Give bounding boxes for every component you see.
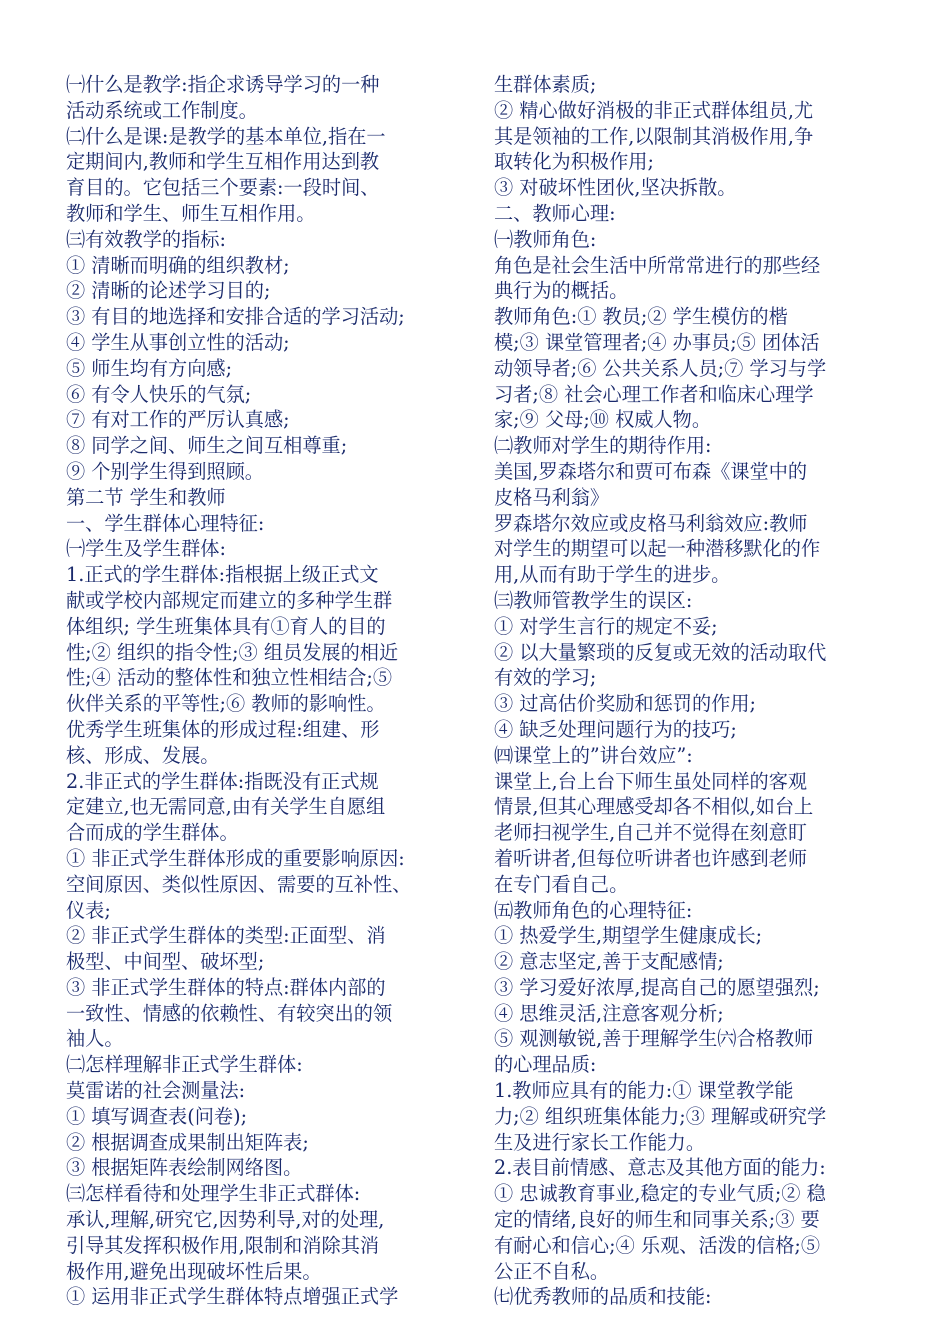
left-column-line: 体组织; 学生班集体具有①育人的目的 bbox=[66, 614, 386, 638]
right-column-line: ㈡教师对学生的期待作用: bbox=[494, 434, 712, 458]
right-column-line: 罗森塔尔效应或皮格马利翁效应:教师 bbox=[494, 511, 808, 535]
left-column-line: 定建立,也无需同意,由有关学生自愿组 bbox=[66, 795, 386, 819]
right-column-line: ④ 思维灵活,注意客观分析; bbox=[494, 1001, 724, 1025]
left-column-line: ㈠什么是教学:指企求诱导学习的一种 bbox=[66, 73, 380, 96]
left-column-line: ② 清晰的论述学习目的; bbox=[66, 279, 271, 303]
right-column-line: 对学生的期望可以起一种潜移默化的作 bbox=[494, 537, 821, 561]
right-column-line: ① 热爱学生,期望学生健康成长; bbox=[494, 924, 763, 948]
right-column-line: 的心理品质: bbox=[494, 1053, 597, 1077]
right-column-line: 有耐心和信心;④ 乐观、活泼的信格;⑤ bbox=[494, 1233, 821, 1257]
left-column-line: 性;④ 活动的整体性和独立性相结合;⑤ bbox=[66, 666, 393, 690]
left-column-line: 莫雷诺的社会测量法: bbox=[66, 1079, 246, 1103]
left-column-line: ㈢怎样看待和处理学生非正式群体: bbox=[66, 1182, 361, 1206]
left-column-line: ㈡什么是课:是教学的基本单位,指在一 bbox=[66, 124, 386, 148]
right-column-line: 皮格马利翁》 bbox=[494, 485, 610, 509]
right-column-line: 用,从而有助于学生的进步。 bbox=[494, 563, 731, 587]
left-column-line: ④ 学生从事创立性的活动; bbox=[66, 330, 290, 354]
left-column-line: 一、学生群体心理特征: bbox=[66, 511, 265, 535]
left-column-line: 第二节 学生和教师 bbox=[66, 485, 226, 509]
left-column-line: ② 非正式学生群体的类型:正面型、消 bbox=[66, 924, 386, 948]
left-column-line: ① 清晰而明确的组织教材; bbox=[66, 253, 290, 277]
right-column-line: 其是领袖的工作,以限制其消极作用,争 bbox=[494, 124, 814, 148]
right-column-line: 课堂上,台上台下师生虽处同样的客观 bbox=[494, 769, 808, 793]
right-column-line: 在专门看自己。 bbox=[494, 872, 629, 896]
right-column-line: 生群体素质; bbox=[494, 73, 597, 96]
right-column-line: 2.表目前情感、意志及其他方面的能力: bbox=[494, 1156, 826, 1180]
right-column-line: ① 对学生言行的规定不妥; bbox=[494, 614, 718, 638]
left-column-line: 活动系统或工作制度。 bbox=[66, 98, 258, 122]
right-column-line: 生及进行家长工作能力。 bbox=[494, 1130, 706, 1154]
right-column-line: ⑤ 观测敏锐,善于理解学生㈥合格教师 bbox=[494, 1027, 814, 1051]
left-column-line: 一致性、情感的依赖性、有较突出的领 bbox=[66, 1001, 393, 1025]
left-column-line: 核、形成、发展。 bbox=[66, 743, 220, 767]
right-column-line: ② 意志坚定,善于支配感情; bbox=[494, 950, 724, 974]
left-column-line: 伙伴关系的平等性;⑥ 教师的影响性。 bbox=[66, 692, 386, 716]
right-column-line: ① 忠诚教育事业,稳定的专业气质;② 稳 bbox=[494, 1182, 826, 1206]
right-column-line: ④ 缺乏处理问题行为的技巧; bbox=[494, 717, 737, 741]
right-column-line: ㈣课堂上的”讲台效应”: bbox=[494, 743, 693, 767]
left-column-line: 合而成的学生群体。 bbox=[66, 821, 239, 845]
left-column-line: ⑦ 有对工作的严厉认真感; bbox=[66, 408, 290, 432]
right-column-line: ③ 学习爱好浓厚,提高自己的愿望强烈; bbox=[494, 975, 820, 999]
left-column-line: 育目的。它包括三个要素:一段时间、 bbox=[66, 176, 380, 200]
right-column-line: ㈢教师管教学生的误区: bbox=[494, 588, 693, 612]
left-column-line: ③ 有目的地选择和安排合适的学习活动; bbox=[66, 305, 405, 329]
left-column-line: 承认,理解,研究它,因势利导,对的处理, bbox=[66, 1208, 385, 1232]
left-column bbox=[66, 72, 461, 1310]
left-column-line: 极作用,避免出现破坏性后果。 bbox=[66, 1259, 322, 1283]
left-column-line: 极型、中间型、破坏型; bbox=[66, 950, 265, 974]
right-column-line: 着听讲者,但每位听讲者也许感到老师 bbox=[494, 846, 808, 870]
left-column-line: ⑤ 师生均有方向感; bbox=[66, 356, 233, 380]
right-column-line: 模;③ 课堂管理者;④ 办事员;⑤ 团体活 bbox=[494, 330, 820, 354]
left-column-line: ② 根据调查成果制出矩阵表; bbox=[66, 1130, 309, 1154]
right-column-line: 力;② 组织班集体能力;③ 理解或研究学 bbox=[494, 1104, 827, 1128]
right-column-line: 典行为的概括。 bbox=[494, 279, 629, 303]
left-column-line: 1.正式的学生群体:指根据上级正式文 bbox=[66, 563, 379, 587]
right-column-line: ② 精心做好消极的非正式群体组员,尤 bbox=[494, 98, 814, 122]
right-column-line: 美国,罗森塔尔和贾可布森《课堂中的 bbox=[494, 459, 808, 483]
left-column-line: ㈡怎样理解非正式学生群体: bbox=[66, 1053, 303, 1077]
right-column-line: 教师角色:① 教员;② 学生模仿的楷 bbox=[494, 305, 788, 329]
right-column-line: 二、教师心理: bbox=[494, 201, 616, 225]
right-column-line: ③ 过高估价奖励和惩罚的作用; bbox=[494, 692, 757, 716]
right-column-line: ㈠教师角色: bbox=[494, 227, 597, 251]
right-column-line: ③ 对破坏性团伙,坚决拆散。 bbox=[494, 176, 737, 200]
left-column-line: ⑥ 有令人快乐的气氛; bbox=[66, 382, 252, 406]
left-column-line: 袖人。 bbox=[66, 1027, 124, 1051]
right-column-line: 习者;⑧ 社会心理工作者和临床心理学 bbox=[494, 382, 814, 406]
left-column-line: ㈢有效教学的指标: bbox=[66, 227, 226, 251]
right-column-line: 定的情绪,良好的师生和同事关系;③ 要 bbox=[494, 1208, 820, 1232]
right-column bbox=[494, 72, 889, 1310]
right-column-line: 公正不自私。 bbox=[494, 1259, 610, 1283]
left-column-line: ㈠学生及学生群体: bbox=[66, 537, 226, 561]
left-column-line: ③ 根据矩阵表绘制网络图。 bbox=[66, 1156, 303, 1180]
right-column-line: 情景,但其心理感受却各不相似,如台上 bbox=[494, 795, 814, 819]
right-column-line: 取转化为积极作用; bbox=[494, 150, 654, 174]
right-column-line: 老师扫视学生,自己并不觉得在刻意盯 bbox=[494, 821, 808, 845]
left-column-line: 优秀学生班集体的形成过程:组建、形 bbox=[66, 717, 380, 741]
right-column-line: 角色是社会生活中所常常进行的那些经 bbox=[494, 253, 821, 277]
left-column-line: ⑨ 个别学生得到照顾。 bbox=[66, 459, 264, 483]
left-column-line: 仪表; bbox=[66, 898, 111, 922]
left-column-line: 定期间内,教师和学生互相作用达到教 bbox=[66, 150, 380, 174]
right-column-line: 有效的学习; bbox=[494, 666, 597, 690]
left-column-line: ⑧ 同学之间、师生之间互相尊重; bbox=[66, 434, 348, 458]
left-column-line: 空间原因、类似性原因、需要的互补性、 bbox=[66, 872, 412, 896]
left-column-line: 性;② 组织的指令性;③ 组员发展的相近 bbox=[66, 640, 399, 664]
left-column-line: ① 填写调查表(问卷); bbox=[66, 1104, 248, 1128]
left-column-line: ③ 非正式学生群体的特点:群体内部的 bbox=[66, 975, 386, 999]
right-column-line: ㈦优秀教师的品质和技能: bbox=[494, 1285, 712, 1309]
right-column-line: ㈤教师角色的心理特征: bbox=[494, 898, 693, 922]
right-column-line: ② 以大量繁琐的反复或无效的活动取代 bbox=[494, 640, 827, 664]
left-column-line: 教师和学生、师生互相作用。 bbox=[66, 201, 316, 225]
right-column-line: 家;⑨ 父母;⑩ 权威人物。 bbox=[494, 408, 712, 432]
right-column-line: 1.教师应具有的能力:① 课堂教学能 bbox=[494, 1079, 794, 1103]
right-column-line: 动领导者;⑥ 公共关系人员;⑦ 学习与学 bbox=[494, 356, 827, 380]
left-column-line: 2.非正式的学生群体:指既没有正式规 bbox=[66, 769, 379, 793]
left-column-line: 引导其发挥积极作用,限制和消除其消 bbox=[66, 1233, 380, 1257]
left-column-line: ① 运用非正式学生群体特点增强正式学 bbox=[66, 1285, 399, 1309]
left-column-line: ① 非正式学生群体形成的重要影响原因: bbox=[66, 846, 405, 870]
left-column-line: 献或学校内部规定而建立的多种学生群 bbox=[66, 588, 393, 612]
